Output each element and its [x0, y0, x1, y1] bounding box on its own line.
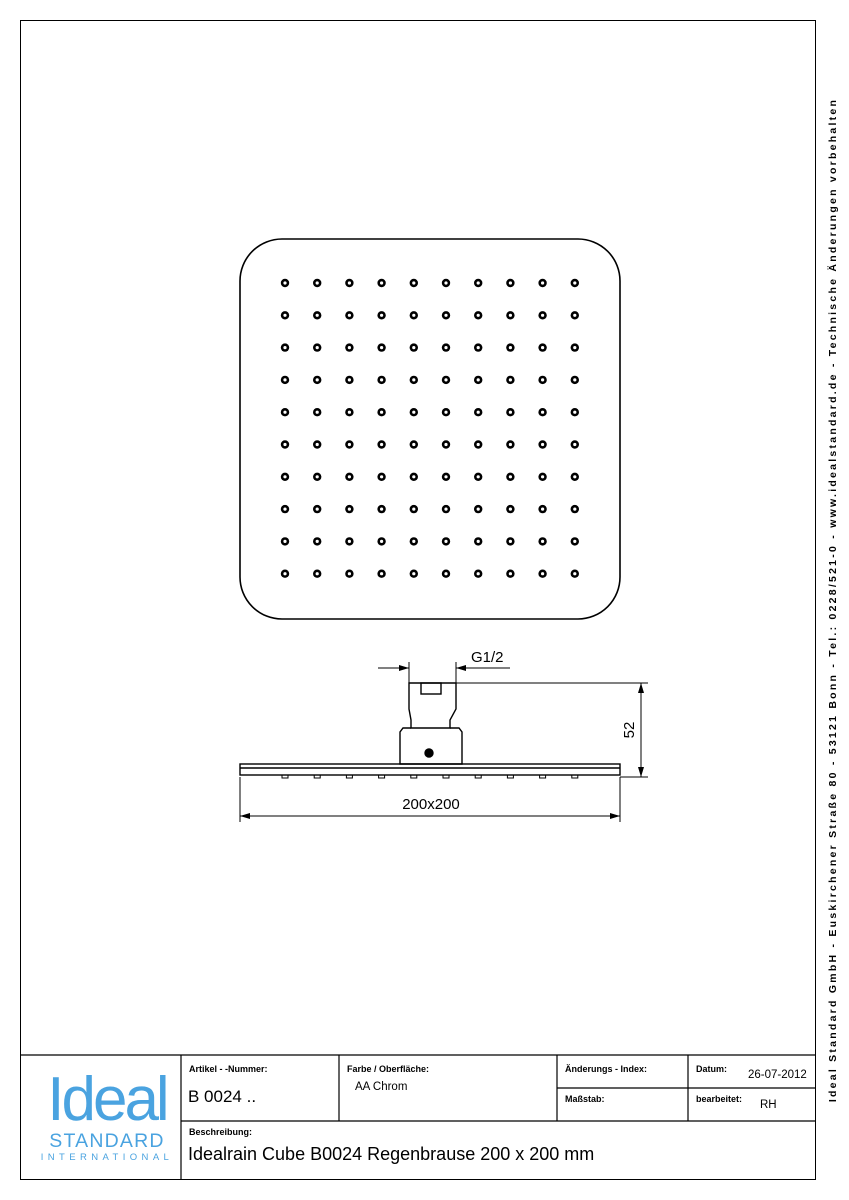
- nozzle-center: [541, 475, 544, 478]
- nozzle-center: [348, 475, 351, 478]
- nozzle-center: [283, 314, 286, 317]
- nozzle-center: [316, 411, 319, 414]
- nozzle-center: [444, 540, 447, 543]
- side-nozzle: [475, 775, 481, 778]
- nozzle-center: [541, 572, 544, 575]
- nozzle-center: [316, 572, 319, 575]
- datum-label: Datum:: [696, 1064, 727, 1074]
- nozzle-center: [380, 314, 383, 317]
- nozzle-center: [380, 572, 383, 575]
- nozzle-center: [412, 475, 415, 478]
- nozzle-center: [412, 281, 415, 284]
- nozzle-center: [412, 378, 415, 381]
- nozzle-center: [509, 572, 512, 575]
- nozzle-center: [509, 443, 512, 446]
- farbe-value: AA Chrom: [355, 1081, 408, 1093]
- nozzle-center: [444, 508, 447, 511]
- nozzle-center: [444, 346, 447, 349]
- side-nozzle: [572, 775, 578, 778]
- nozzle-center: [348, 572, 351, 575]
- nozzle-center: [477, 475, 480, 478]
- nozzle-center: [444, 378, 447, 381]
- nozzle-center: [573, 346, 576, 349]
- nozzle-center: [509, 378, 512, 381]
- nozzle-center: [283, 508, 286, 511]
- nozzle-center: [477, 378, 480, 381]
- nozzle-center: [316, 443, 319, 446]
- nozzle-center: [348, 411, 351, 414]
- title-block: [20, 1055, 816, 1180]
- nozzle-center: [316, 314, 319, 317]
- massstab-label: Maßstab:: [565, 1094, 605, 1104]
- nozzle-center: [541, 314, 544, 317]
- nozzle-center: [444, 314, 447, 317]
- nozzle-center: [477, 508, 480, 511]
- bearbeitet-label: bearbeitet:: [696, 1094, 743, 1104]
- artikel-label: Artikel - -Nummer:: [189, 1064, 268, 1074]
- nozzle-center: [477, 572, 480, 575]
- logo-international: INTERNATIONAL: [40, 1152, 174, 1163]
- nozzle-center: [541, 378, 544, 381]
- nozzle-center: [509, 411, 512, 414]
- nozzle-center: [477, 443, 480, 446]
- nozzle-center: [509, 475, 512, 478]
- shower-plate-outline: [240, 239, 620, 619]
- nozzle-center: [573, 314, 576, 317]
- nozzle-center: [444, 572, 447, 575]
- beschreibung-label: Beschreibung:: [189, 1127, 253, 1137]
- nozzle-center: [348, 346, 351, 349]
- side-nozzle: [282, 775, 288, 778]
- side-nozzle: [540, 775, 546, 778]
- nozzle-grid: [281, 279, 579, 578]
- logo-standard: STANDARD: [49, 1130, 165, 1152]
- nozzle-center: [380, 378, 383, 381]
- nozzle-center: [380, 411, 383, 414]
- nozzle-center: [283, 281, 286, 284]
- nozzle-center: [412, 443, 415, 446]
- nozzle-center: [316, 346, 319, 349]
- nozzle-center: [283, 411, 286, 414]
- nozzle-center: [573, 508, 576, 511]
- plate-side: [240, 764, 620, 775]
- top-view: [240, 239, 620, 619]
- nozzle-center: [573, 572, 576, 575]
- company-info-text: Ideal Standard GmbH - Euskirchener Straße 80 - 53121 Bonn - Tel.: 0228/521-0 - www.idealstandard.de - Technische Änderungen vorbehalten: [827, 97, 839, 1103]
- farbe-label: Farbe / Oberfläche:: [347, 1064, 430, 1074]
- side-nozzle: [443, 775, 449, 778]
- nozzle-center: [283, 378, 286, 381]
- nozzle-center: [509, 508, 512, 511]
- nozzle-center: [348, 378, 351, 381]
- nozzle-center: [316, 475, 319, 478]
- nozzle-center: [444, 475, 447, 478]
- nozzle-center: [444, 411, 447, 414]
- bearbeitet-value: RH: [760, 1099, 777, 1111]
- nozzle-center: [412, 540, 415, 543]
- nozzle-center: [412, 314, 415, 317]
- ideal-standard-logo: [32, 1065, 182, 1169]
- nozzle-center: [477, 411, 480, 414]
- nozzle-center: [316, 281, 319, 284]
- nozzle-center: [541, 281, 544, 284]
- nozzle-center: [348, 314, 351, 317]
- nozzle-center: [573, 475, 576, 478]
- nozzle-center: [283, 475, 286, 478]
- side-nozzle: [346, 775, 352, 778]
- nozzle-center: [509, 314, 512, 317]
- nozzle-center: [412, 411, 415, 414]
- width-label: 200x200: [402, 796, 460, 813]
- nozzle-center: [541, 443, 544, 446]
- nozzle-center: [444, 443, 447, 446]
- nozzle-center: [380, 346, 383, 349]
- nozzle-center: [380, 281, 383, 284]
- nozzle-center: [283, 572, 286, 575]
- nozzle-center: [283, 540, 286, 543]
- nozzle-center: [541, 346, 544, 349]
- nozzle-center: [348, 540, 351, 543]
- nozzle-center: [412, 346, 415, 349]
- nozzle-center: [283, 443, 286, 446]
- nozzle-center: [316, 508, 319, 511]
- nozzle-center: [509, 540, 512, 543]
- nozzle-center: [541, 508, 544, 511]
- logo-ideal: Ideal: [47, 1065, 167, 1134]
- nozzle-center: [348, 281, 351, 284]
- nozzle-center: [509, 346, 512, 349]
- nozzle-center: [316, 540, 319, 543]
- side-nozzle: [507, 775, 513, 778]
- aenderung-label: Änderungs - Index:: [565, 1064, 648, 1074]
- nozzle-center: [509, 281, 512, 284]
- height-label: 52: [621, 721, 638, 739]
- side-nozzle: [411, 775, 417, 778]
- nozzle-center: [573, 378, 576, 381]
- connector-lower-body: [400, 728, 462, 764]
- nozzle-center: [380, 508, 383, 511]
- nozzle-center: [477, 314, 480, 317]
- nozzle-center: [573, 411, 576, 414]
- nozzle-center: [348, 508, 351, 511]
- side-nozzle: [314, 775, 320, 778]
- nozzle-center: [412, 572, 415, 575]
- beschreibung-value: Idealrain Cube B0024 Regenbrause 200 x 200 mm: [188, 1144, 595, 1164]
- nozzle-center: [380, 475, 383, 478]
- nozzle-center: [348, 443, 351, 446]
- nozzle-center: [573, 540, 576, 543]
- nozzle-center: [573, 281, 576, 284]
- nozzle-center: [412, 508, 415, 511]
- side-view: [240, 683, 620, 778]
- nozzle-center: [316, 378, 319, 381]
- datum-value: 26-07-2012: [748, 1069, 807, 1081]
- nozzle-center: [380, 443, 383, 446]
- connector-upper-nut: [409, 683, 456, 728]
- nozzle-center: [541, 540, 544, 543]
- nozzle-center: [477, 281, 480, 284]
- connector-slot: [421, 683, 441, 694]
- thread-label: G1/2: [471, 649, 504, 666]
- nozzle-center: [477, 346, 480, 349]
- set-screw: [425, 749, 433, 757]
- nozzle-center: [573, 443, 576, 446]
- side-nozzle: [379, 775, 385, 778]
- nozzle-center: [541, 411, 544, 414]
- artikel-value: B 0024 ..: [188, 1087, 257, 1106]
- nozzle-center: [477, 540, 480, 543]
- nozzle-center: [283, 346, 286, 349]
- nozzle-center: [380, 540, 383, 543]
- nozzle-center: [444, 281, 447, 284]
